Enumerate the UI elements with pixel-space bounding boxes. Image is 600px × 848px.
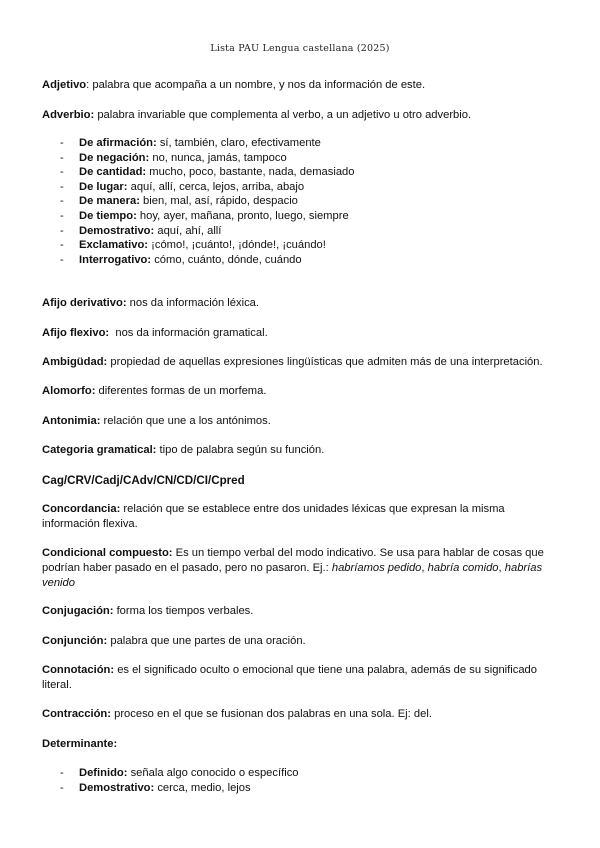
definition: propiedad de aquellas expresiones lingüísticas que admiten más de una interpretación.	[107, 356, 543, 368]
entry-afijo-flexivo	[42, 326, 562, 341]
term: Antonimia:	[42, 415, 101, 427]
entry-alomorfo	[42, 384, 562, 399]
list-item	[60, 766, 299, 781]
entry-ambiguedad	[42, 355, 582, 370]
separator: ,	[421, 562, 428, 574]
complementos-heading: Cag/CRV/Cadj/CAdv/CN/CD/CI/Cpred	[42, 474, 245, 487]
item-text: señala algo conocido o específico	[127, 767, 299, 779]
item-label: Demostrativo:	[79, 224, 155, 237]
determinante-types-list	[60, 766, 299, 795]
item-text: aquí, allí, cerca, lejos, arriba, abajo	[127, 180, 305, 193]
term: Adjetivo	[42, 79, 87, 91]
term: Conjunción:	[42, 635, 108, 647]
term: Contracción:	[42, 708, 111, 720]
definition: diferentes formas de un morfema.	[95, 385, 267, 397]
item-text: bien, mal, así, rápido, despacio	[139, 195, 298, 208]
item-text: mucho, poco, bastante, nada, demasiado	[146, 166, 355, 179]
entry-categoria-gramatical	[42, 443, 562, 458]
list-item	[60, 180, 355, 195]
list-item	[60, 194, 355, 209]
item-label: Exclamativo:	[79, 239, 149, 252]
entry-adjetivo	[42, 78, 562, 93]
list-item	[60, 209, 355, 224]
entry-antonimia	[42, 414, 562, 429]
term: Alomorfo:	[42, 385, 96, 397]
item-label: Interrogativo:	[79, 253, 152, 266]
adverbio-types-list	[60, 136, 355, 267]
term: Ambigüdad:	[42, 356, 108, 368]
item-label: Definido:	[79, 767, 128, 779]
item-label: De lugar:	[79, 180, 128, 193]
example: habría comido	[427, 562, 499, 574]
list-item	[60, 781, 299, 796]
item-text: aquí, ahí, allí	[154, 224, 222, 237]
example: habrías venido	[42, 562, 543, 589]
list-item	[60, 136, 355, 151]
term: Conjugación:	[42, 605, 114, 617]
item-text: cómo, cuánto, dónde, cuándo	[151, 253, 302, 266]
list-item	[60, 165, 355, 180]
definition: forma los tiempos verbales.	[113, 605, 254, 617]
term: Connotación:	[42, 664, 115, 676]
list-item	[60, 151, 355, 166]
item-label: De tiempo:	[79, 209, 137, 222]
entry-afijo-derivativo	[42, 296, 562, 311]
definition: Es un tiempo verbal del modo indicativo. Se usa para hablar de cosas que podrían haber pasado en el pasado, pero no pasaron. Ej.:	[42, 547, 544, 574]
entry-concordancia	[42, 502, 542, 532]
term: Condicional compuesto:	[42, 547, 173, 559]
term: Afijo flexivo:	[42, 327, 110, 339]
separator: ,	[498, 562, 505, 574]
item-label: De negación:	[79, 151, 150, 164]
entry-condicional-compuesto	[42, 546, 564, 591]
definition: nos da información gramatical.	[109, 327, 268, 339]
list-item	[60, 253, 355, 268]
item-label: Demostrativo:	[79, 781, 155, 794]
list-item	[60, 238, 355, 253]
definition: proceso en el que se fusionan dos palabras en una sola. Ej: del.	[111, 708, 432, 720]
definition: relación que se establece entre dos unidades léxicas que expresan la misma información flexiva.	[42, 503, 505, 530]
page-title: Lista PAU Lengua castellana (2025)	[210, 43, 390, 54]
item-text: cerca, medio, lejos	[154, 781, 251, 794]
definition: nos da información léxica.	[126, 297, 259, 309]
definition: tipo de palabra según su función.	[156, 444, 325, 456]
term: Adverbio:	[42, 109, 95, 121]
item-label: De afirmación:	[79, 137, 157, 149]
definition: palabra que une partes de una oración.	[107, 635, 306, 647]
term: Afijo derivativo:	[42, 297, 127, 309]
item-label: De manera:	[79, 195, 140, 208]
example: habríamos pedido	[331, 562, 422, 574]
entry-connotacion	[42, 663, 557, 693]
entry-conjugacion	[42, 604, 562, 619]
term-separator: :	[86, 79, 93, 91]
entry-determinante	[42, 737, 562, 752]
definition: palabra invariable que complementa al verbo, a un adjetivo u otro adverbio.	[94, 109, 472, 121]
term: Concordancia:	[42, 503, 121, 515]
definition: es el significado oculto o emocional que tiene una palabra, además de su significado literal.	[42, 664, 538, 691]
term: Categoria gramatical:	[42, 444, 157, 456]
item-text: sí, también, claro, efectivamente	[156, 137, 321, 149]
list-item	[60, 224, 355, 239]
entry-conjuncion	[42, 634, 562, 649]
term: Determinante:	[42, 738, 118, 750]
entry-adverbio	[42, 108, 562, 123]
item-label: De cantidad:	[79, 166, 147, 179]
item-text: ¡cómo!, ¡cuánto!, ¡dónde!, ¡cuándo!	[148, 239, 326, 252]
definition: palabra que acompaña a un nombre, y nos da información de este.	[92, 79, 426, 91]
item-text: hoy, ayer, mañana, pronto, luego, siempre	[136, 209, 349, 222]
definition: relación que une a los antónimos.	[100, 415, 271, 427]
item-text: no, nunca, jamás, tampoco	[149, 151, 287, 164]
entry-contraccion	[42, 707, 562, 722]
